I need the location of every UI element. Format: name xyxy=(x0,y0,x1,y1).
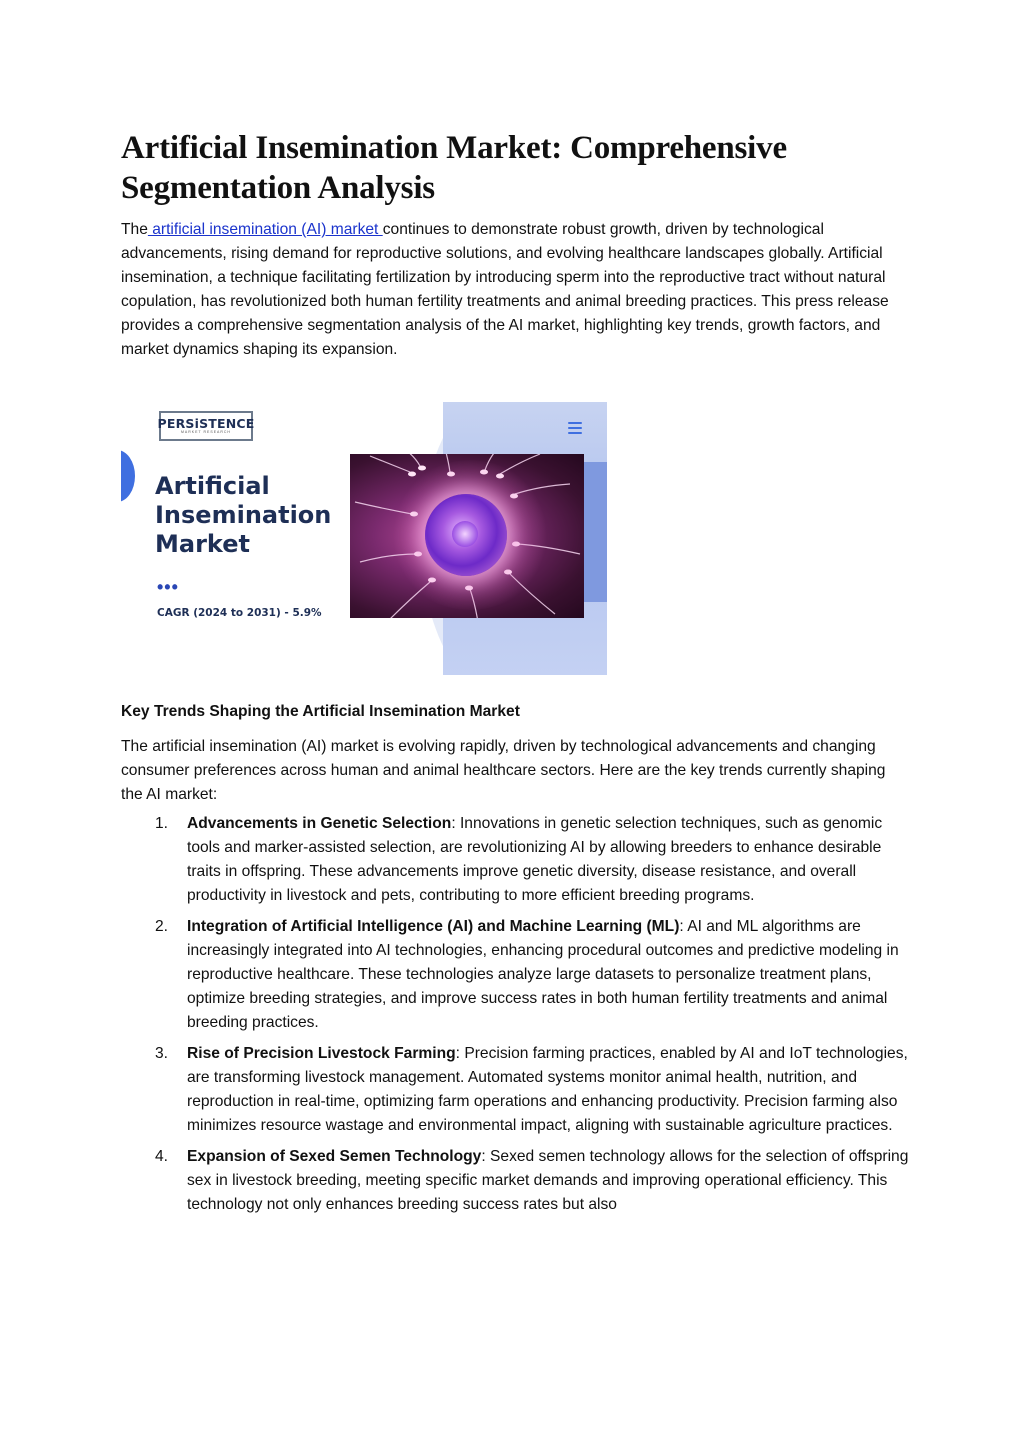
trend-title: Rise of Precision Livestock Farming xyxy=(187,1045,456,1062)
logo-subtext: MARKET RESEARCH xyxy=(181,430,231,434)
logo-text: PERSiSTENCE xyxy=(157,416,255,431)
page-title-line-1: Artificial Insemination Market: Comprehensive xyxy=(121,130,787,166)
banner-cagr: CAGR (2024 to 2031) - 5.9% xyxy=(157,607,322,619)
list-item xyxy=(121,812,911,908)
trend-title: Expansion of Sexed Semen Technology xyxy=(187,1148,482,1165)
list-number: 4. xyxy=(155,1148,169,1165)
market-link[interactable]: artificial insemination (AI) market xyxy=(147,221,383,238)
list-number: 3. xyxy=(155,1045,169,1062)
egg-nucleus xyxy=(452,521,478,547)
trend-title: Integration of Artificial Intelligence (AI) and Machine Learning (ML) xyxy=(187,918,680,935)
persistence-logo xyxy=(159,411,253,441)
document-page xyxy=(121,128,911,1224)
banner-title-line-2: Insemination xyxy=(155,501,332,529)
market-banner-image xyxy=(121,402,607,675)
banner-left-accent xyxy=(121,450,135,502)
menu-icon xyxy=(568,422,582,434)
page-title xyxy=(121,128,911,208)
page-title-line-2: Segmentation Analysis xyxy=(121,170,435,206)
trend-text: : Sexed semen technology allows for the selection of offspring sex in livestock breeding, meeting specific market demands and improving operational efficiency. This technology not only enhances breeding success rates but also xyxy=(187,1148,909,1213)
banner-title xyxy=(155,472,331,559)
trend-text: : AI and ML algorithms are increasingly integrated into AI technologies, enhancing procedural outcomes and predictive modeling in reproductive healthcare. These technologies analyze large datasets to personalize treatment plans, optimize breeding strategies, and improve success rates in both human fertility treatments and animal breeding practices. xyxy=(187,918,899,1031)
list-number: 1. xyxy=(155,815,169,832)
intro-paragraph xyxy=(121,218,911,362)
section-heading: Key Trends Shaping the Artificial Insemination Market xyxy=(121,703,520,720)
banner-dots: ••• xyxy=(157,577,179,597)
trend-text: : Innovations in genetic selection techniques, such as genomic tools and marker-assisted selection, are revolutionizing AI by allowing breeders to enhance desirable traits in offspring. These advancements improve genetic diversity, disease resistance, and overall productivity in livestock and pets, contributing to more efficient breeding programs. xyxy=(187,815,883,904)
intro-rest: continues to demonstrate robust growth, driven by technological advancements, rising demand for reproductive solutions, and evolving healthcare landscapes globally. Artificial insemination, a technique facilitating fertilization by introducing sperm into the reproductive tract without natural copulation, has revolutionized both human fertility treatments and animal breeding practices. This press release provides a comprehensive segmentation analysis of the AI market, highlighting key trends, growth factors, and market dynamics shaping its expansion. xyxy=(121,221,889,358)
list-item xyxy=(121,1042,911,1138)
list-item xyxy=(121,915,911,1035)
banner-title-line-1: Artificial xyxy=(155,472,270,500)
list-number: 2. xyxy=(155,918,169,935)
list-item xyxy=(121,1145,911,1217)
egg-cell-photo xyxy=(350,454,584,618)
trend-text: : Precision farming practices, enabled by AI and IoT technologies, are transforming livestock management. Automated systems monitor animal health, nutrition, and reproduction in real-time, optimizing farm operations and enhancing productivity. Precision farming also minimizes resource wastage and environmental impact, aligning with sustainable agriculture practices. xyxy=(187,1045,908,1134)
section-intro: The artificial insemination (AI) market is evolving rapidly, driven by technological advancements and changing consumer preferences across human and animal healthcare sectors. Here are the key trends currently shaping the AI market: xyxy=(121,738,886,803)
trend-title: Advancements in Genetic Selection xyxy=(187,815,452,832)
banner-title-line-3: Market xyxy=(155,530,250,558)
intro-lead: The xyxy=(121,221,148,238)
trends-list xyxy=(121,812,911,1217)
